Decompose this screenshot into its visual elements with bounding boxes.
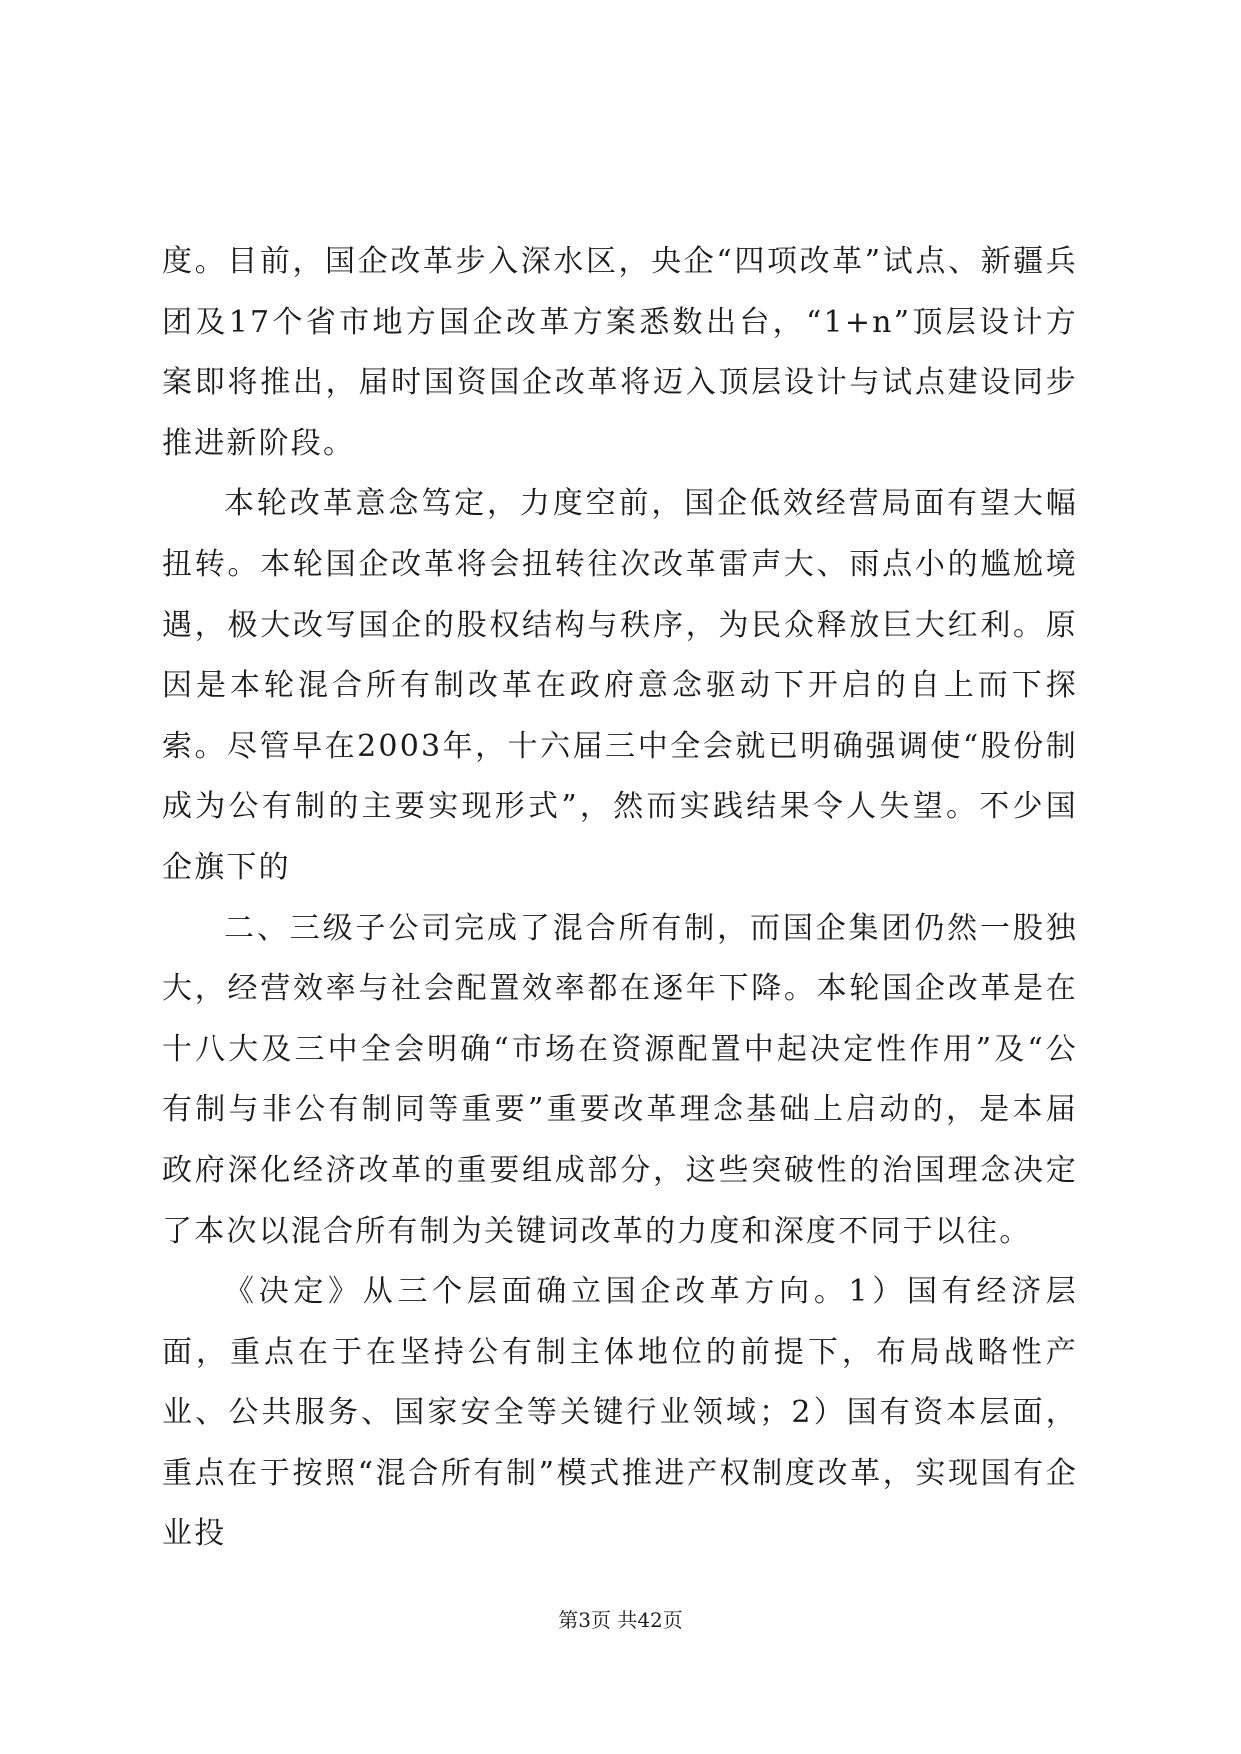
paragraph-1: 度。目前，国企改革步入深水区，央企“四项改革”试点、新疆兵团及17个省市地方国企改革方案悉数出台，“1+n”顶层设计方案即将推出，届时国资国企改革将迈入顶层设计与试点建设同步推进新阶段。 (162, 244, 1078, 461)
page-footer: 第3页 共42页 (558, 1608, 683, 1632)
body-text (162, 232, 1078, 1565)
paragraph-2: 本轮改革意念笃定，力度空前，国企低效经营局面有望大幅扭转。本轮国企改革将会扭转往次改革雷声大、雨点小的尴尬境遇，极大改写国企的股权结构与秩序，为民众释放巨大红利。原因是本轮混合所有制改革在政府意念驱动下开启的自上而下探索。尽管早在2003年，十六届三中全会就已明确强调使“股份制成为公有制的主要实现形式”，然而实践结果令人失望。不少国企旗下的 (162, 486, 1078, 885)
paragraph-3: 二、三级子公司完成了混合所有制，而国企集团仍然一股独大，经营效率与社会配置效率都在逐年下降。本轮国企改革是在十八大及三中全会明确“市场在资源配置中起决定性作用”及“公有制与非公有制同等重要”重要改革理念基础上启动的，是本届政府深化经济改革的重要组成部分，这些突破性的治国理念决定了本次以混合所有制为关键词改革的力度和深度不同于以往。 (162, 910, 1078, 1249)
paragraph-4: 《决定》从三个层面确立国企改革方向。1）国有经济层面，重点在于在坚持公有制主体地位的前提下，布局战略性产业、公共服务、国家安全等关键行业领域；2）国有资本层面，重点在于按照“混合所有制”模式推进产权制度改革，实现国有企业投 (162, 1274, 1078, 1552)
